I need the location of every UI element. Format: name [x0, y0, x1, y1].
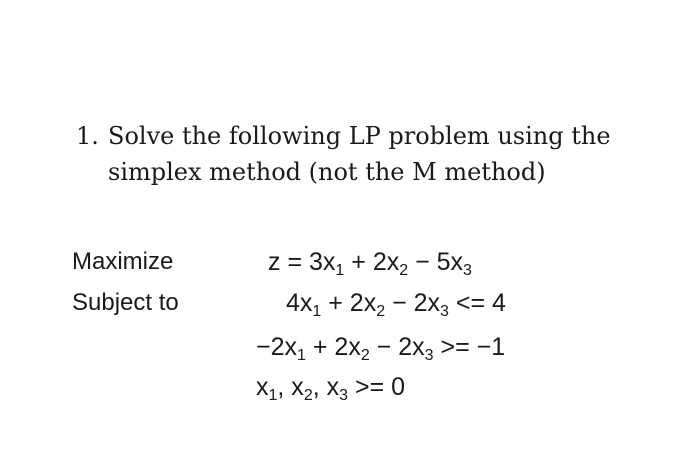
subscript: 3 — [339, 387, 349, 404]
constraint-term: + 2x — [321, 289, 377, 317]
constraint-rhs: <= 4 — [448, 289, 506, 317]
subscript: 2 — [376, 303, 386, 320]
problem-statement — [76, 118, 676, 190]
constraint-term: , x — [312, 373, 340, 401]
objective-function — [268, 248, 472, 277]
constraint-2 — [256, 333, 505, 362]
subscript: 2 — [303, 387, 313, 404]
objective-term: + 2x — [344, 248, 400, 276]
subscript: 1 — [268, 387, 278, 404]
constraint-term: −2x — [256, 333, 298, 361]
subscript: 1 — [312, 303, 322, 320]
constraint-term: x — [256, 373, 269, 401]
constraint-term: − 2x — [369, 333, 425, 361]
subscript: 3 — [440, 303, 449, 320]
subscript: 2 — [399, 262, 409, 279]
maximize-label: Maximize — [72, 248, 174, 275]
non-negativity-constraint — [256, 373, 405, 402]
subject-to-label: Subject to — [72, 289, 179, 316]
subscript: 2 — [360, 347, 370, 364]
constraint-term: , x — [277, 373, 304, 401]
problem-number: 1. — [76, 122, 99, 150]
subscript: 3 — [424, 347, 434, 364]
objective-lhs: z — [268, 248, 281, 276]
subscript: 1 — [335, 262, 345, 279]
constraint-term: 4x — [286, 289, 313, 317]
constraint-term: + 2x — [305, 333, 361, 361]
problem-text: Solve the following LP problem using the simplex method (not the M method) — [108, 122, 611, 186]
constraint-rhs: >= −1 — [433, 333, 506, 361]
subscript: 1 — [297, 347, 306, 364]
subscript: 3 — [463, 262, 472, 279]
objective-term: 3x — [309, 248, 336, 276]
objective-equals: = — [287, 248, 303, 276]
constraint-rhs: >= 0 — [348, 373, 406, 401]
constraint-1 — [286, 289, 506, 318]
constraint-term: − 2x — [385, 289, 441, 317]
objective-term: − 5x — [408, 248, 464, 276]
